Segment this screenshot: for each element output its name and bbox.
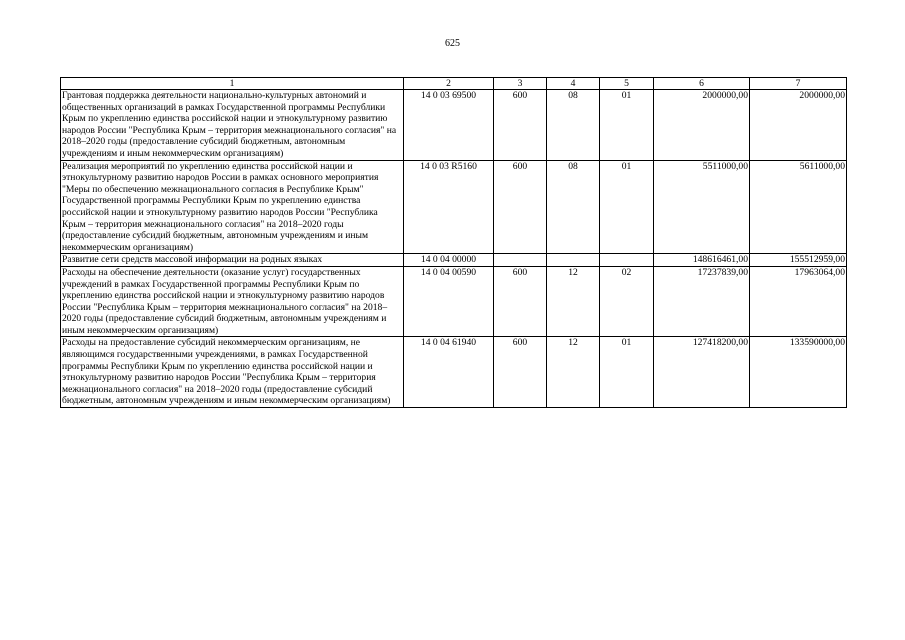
row-amount-col7: 5611000,00 <box>750 160 847 254</box>
row-amount-col6: 127418200,00 <box>654 337 750 408</box>
row-amount-col6: 148616461,00 <box>654 254 750 267</box>
row-subsection <box>600 254 654 267</box>
row-subsection: 01 <box>600 90 654 161</box>
table-row <box>61 254 847 267</box>
page-number: 625 <box>445 38 460 49</box>
row-expense-type: 600 <box>494 337 547 408</box>
row-amount-col7: 155512959,00 <box>750 254 847 267</box>
row-name: Развитие сети средств массовой информации на родных языках <box>61 254 404 267</box>
row-expense-type: 600 <box>494 266 547 337</box>
row-section: 12 <box>547 337 600 408</box>
row-target-code: 14 0 03 69500 <box>404 90 494 161</box>
row-name: Расходы на предоставление субсидий некоммерческим организациям, не являющимся государственными учреждениями, в рамках Государственной программы Республики Крым по укреплению единства российской нации и этнокультурному развитию народов России "Республика Крым – территория межнационального согласия" на 2018–2020 годы (предоставление субсидий бюджетным, автономным учреждениям и иным некоммерческим организациям) <box>61 337 404 408</box>
row-subsection: 02 <box>600 266 654 337</box>
row-expense-type: 600 <box>494 90 547 161</box>
row-expense-type <box>494 254 547 267</box>
row-target-code: 14 0 04 00000 <box>404 254 494 267</box>
row-amount-col7: 133590000,00 <box>750 337 847 408</box>
row-subsection: 01 <box>600 160 654 254</box>
row-target-code: 14 0 04 00590 <box>404 266 494 337</box>
row-section <box>547 254 600 267</box>
header-col-2: 2 <box>404 78 494 90</box>
header-col-6: 6 <box>654 78 750 90</box>
row-name: Реализация мероприятий по укреплению единства российской нации и этнокультурному развитию народов России в рамках основного мероприятия "Меры по обеспечению межнационального согласия в Республике Крым" Государственной программы Республики Крым по укреплению единства российской нации и этнокультурному развитию народов России "Республика Крым – территория межнационального согласия" на 2018–2020 годы (предоставление субсидий бюджетным, автономным учреждениям и иным некоммерческим организациям) <box>61 160 404 254</box>
header-col-7: 7 <box>750 78 847 90</box>
row-name: Грантовая поддержка деятельности национально-культурных автономий и общественных организаций в рамках Государственной программы Республики Крым по укреплению единства российской нации и этнокультурному развитию народов России "Республика Крым – территория межнационального согласия" на 2018–2020 годы (предоставление субсидий бюджетным, автономным учреждениям и иным некоммерческим организациям) <box>61 90 404 161</box>
row-expense-type: 600 <box>494 160 547 254</box>
table-row <box>61 266 847 337</box>
row-subsection: 01 <box>600 337 654 408</box>
header-col-5: 5 <box>600 78 654 90</box>
table-row <box>61 160 847 254</box>
row-target-code: 14 0 04 61940 <box>404 337 494 408</box>
header-row <box>61 78 847 90</box>
row-amount-col7: 2000000,00 <box>750 90 847 161</box>
budget-table <box>60 77 847 408</box>
row-amount-col7: 17963064,00 <box>750 266 847 337</box>
header-col-4: 4 <box>547 78 600 90</box>
row-section: 12 <box>547 266 600 337</box>
row-amount-col6: 2000000,00 <box>654 90 750 161</box>
row-section: 08 <box>547 90 600 161</box>
table-row <box>61 90 847 161</box>
header-col-1: 1 <box>61 78 404 90</box>
row-amount-col6: 5511000,00 <box>654 160 750 254</box>
table-row <box>61 337 847 408</box>
header-col-3: 3 <box>494 78 547 90</box>
row-name: Расходы на обеспечение деятельности (оказание услуг) государственных учреждений в рамках Государственной программы Республики Крым по укреплению единства российской нации и этнокультурному развитию народов России "Республика Крым – территория межнационального согласия" на 2018–2020 годы (предоставление субсидий бюджетным, автономным учреждениям и иным некоммерческим организациям) <box>61 266 404 337</box>
row-amount-col6: 17237839,00 <box>654 266 750 337</box>
row-target-code: 14 0 03 R5160 <box>404 160 494 254</box>
row-section: 08 <box>547 160 600 254</box>
